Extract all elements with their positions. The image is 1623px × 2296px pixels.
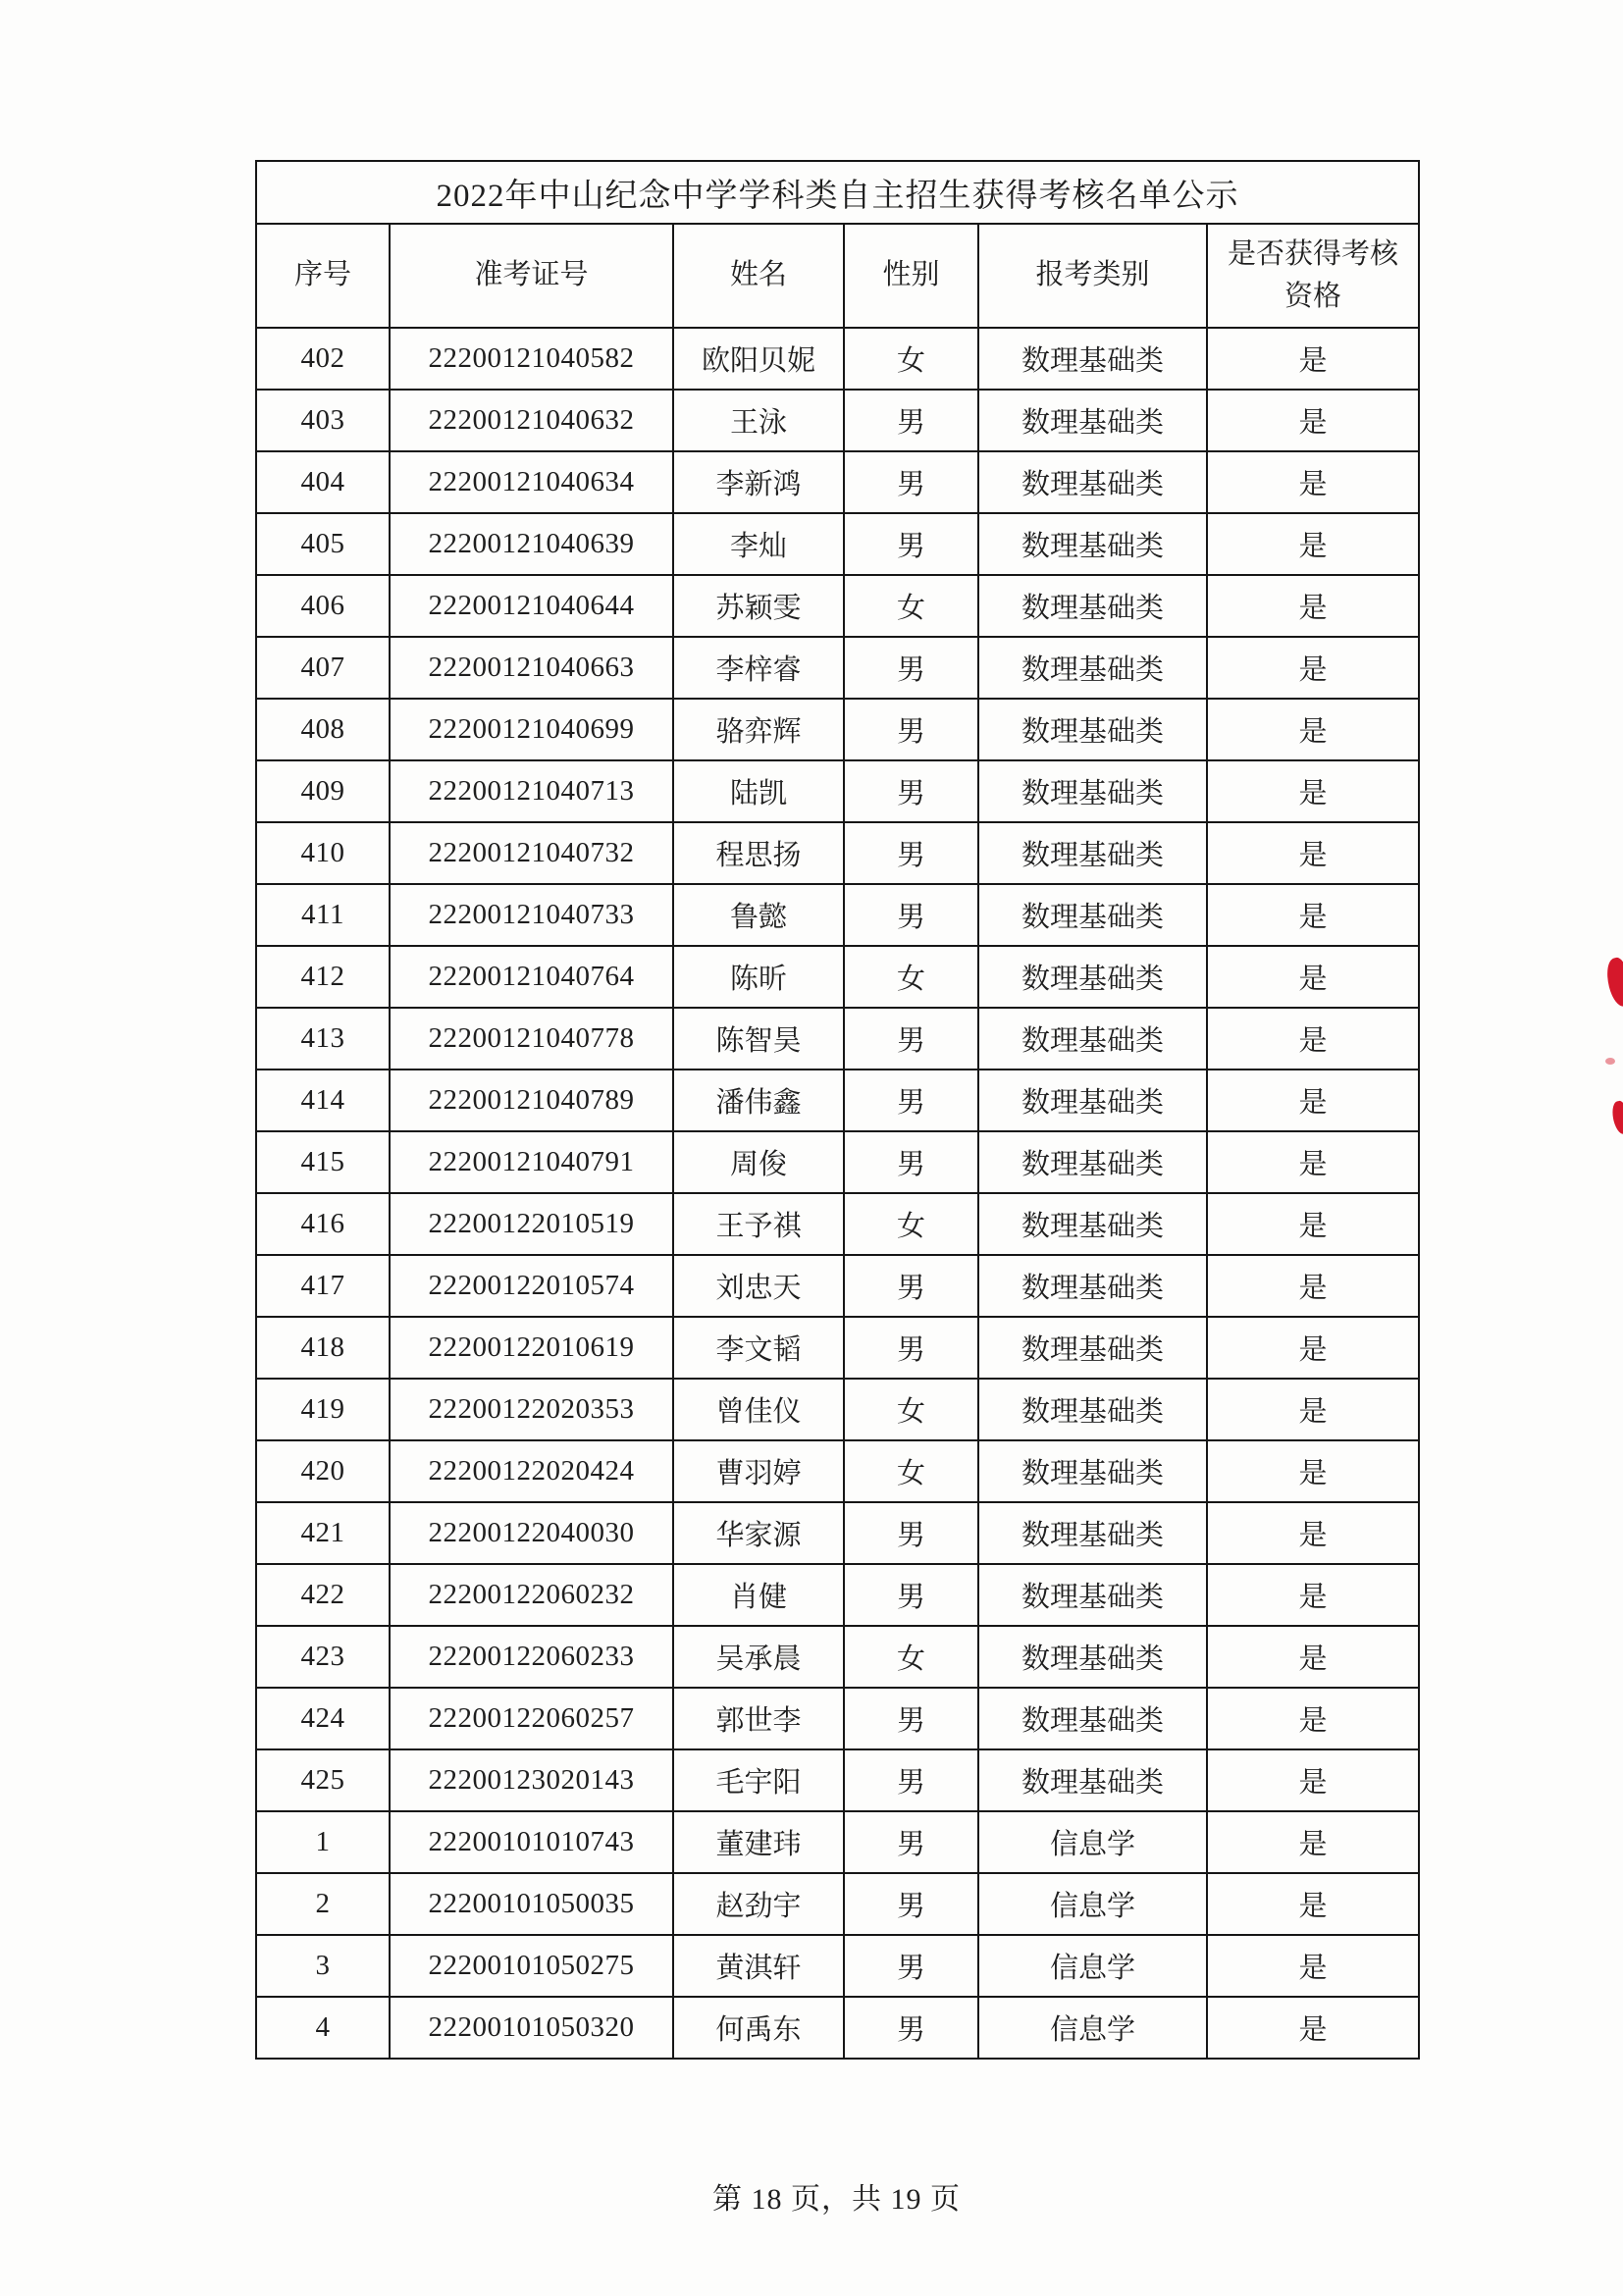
cell-category: 数理基础类 [978,637,1207,699]
cell-gender: 女 [844,1379,978,1440]
cell-serial: 422 [256,1564,390,1626]
cell-gender: 男 [844,1317,978,1379]
cell-exam-id: 22200122010619 [390,1317,673,1379]
cell-qualified: 是 [1207,575,1419,637]
cell-serial: 408 [256,699,390,760]
cell-serial: 415 [256,1131,390,1193]
cell-category: 数理基础类 [978,1008,1207,1070]
cell-gender: 女 [844,946,978,1008]
cell-qualified: 是 [1207,513,1419,575]
cell-category: 数理基础类 [978,884,1207,946]
cell-exam-id: 22200101050035 [390,1873,673,1935]
cell-qualified: 是 [1207,1811,1419,1873]
cell-category: 信息学 [978,1811,1207,1873]
cell-name: 潘伟鑫 [673,1070,844,1131]
cell-exam-id: 22200122040030 [390,1502,673,1564]
cell-qualified: 是 [1207,390,1419,451]
red-ink-mark-3 [1610,1100,1623,1135]
cell-name: 曾佳仪 [673,1379,844,1440]
cell-qualified: 是 [1207,1564,1419,1626]
cell-category: 数理基础类 [978,1502,1207,1564]
column-header-qualified: 是否获得考核资格 [1207,224,1419,328]
cell-serial: 403 [256,390,390,451]
cell-exam-id: 22200121040732 [390,822,673,884]
cell-exam-id: 22200123020143 [390,1749,673,1811]
cell-serial: 420 [256,1440,390,1502]
cell-category: 数理基础类 [978,760,1207,822]
cell-exam-id: 22200122010519 [390,1193,673,1255]
cell-exam-id: 22200121040632 [390,390,673,451]
cell-name: 程思扬 [673,822,844,884]
cell-name: 王泳 [673,390,844,451]
cell-category: 数理基础类 [978,1626,1207,1688]
cell-gender: 男 [844,884,978,946]
cell-name: 陈昕 [673,946,844,1008]
cell-serial: 4 [256,1997,390,2059]
cell-category: 信息学 [978,1997,1207,2059]
cell-category: 数理基础类 [978,328,1207,390]
cell-name: 李文韬 [673,1317,844,1379]
cell-name: 黄淇轩 [673,1935,844,1997]
cell-serial: 416 [256,1193,390,1255]
cell-serial: 409 [256,760,390,822]
cell-name: 骆弈辉 [673,699,844,760]
cell-category: 数理基础类 [978,1255,1207,1317]
table-row [256,1564,1419,1626]
table-row [256,1317,1419,1379]
cell-qualified: 是 [1207,1502,1419,1564]
table-header-row [256,224,1419,328]
cell-qualified: 是 [1207,1688,1419,1749]
table-row [256,1935,1419,1997]
table-body [256,328,1419,2059]
cell-name: 欧阳贝妮 [673,328,844,390]
column-header-serial: 序号 [256,224,390,328]
cell-exam-id: 22200122060232 [390,1564,673,1626]
table-title-row [256,161,1419,224]
cell-category: 信息学 [978,1873,1207,1935]
cell-name: 鲁懿 [673,884,844,946]
cell-gender: 男 [844,1749,978,1811]
cell-gender: 男 [844,513,978,575]
cell-qualified: 是 [1207,1131,1419,1193]
cell-exam-id: 22200122020424 [390,1440,673,1502]
cell-exam-id: 22200122060233 [390,1626,673,1688]
cell-name: 李灿 [673,513,844,575]
table-row [256,1749,1419,1811]
cell-qualified: 是 [1207,1379,1419,1440]
cell-gender: 男 [844,1502,978,1564]
cell-category: 数理基础类 [978,1070,1207,1131]
cell-qualified: 是 [1207,1008,1419,1070]
cell-exam-id: 22200121040789 [390,1070,673,1131]
cell-gender: 女 [844,575,978,637]
table-row [256,1379,1419,1440]
cell-serial: 405 [256,513,390,575]
cell-gender: 男 [844,822,978,884]
cell-gender: 男 [844,1997,978,2059]
cell-exam-id: 22200101010743 [390,1811,673,1873]
cell-gender: 男 [844,390,978,451]
cell-serial: 1 [256,1811,390,1873]
cell-category: 数理基础类 [978,513,1207,575]
table-row [256,884,1419,946]
cell-gender: 男 [844,1008,978,1070]
cell-gender: 男 [844,451,978,513]
cell-category: 数理基础类 [978,575,1207,637]
cell-serial: 404 [256,451,390,513]
cell-exam-id: 22200121040778 [390,1008,673,1070]
cell-serial: 425 [256,1749,390,1811]
cell-serial: 423 [256,1626,390,1688]
cell-serial: 417 [256,1255,390,1317]
cell-serial: 418 [256,1317,390,1379]
cell-qualified: 是 [1207,328,1419,390]
cell-serial: 413 [256,1008,390,1070]
cell-name: 肖健 [673,1564,844,1626]
table-row [256,699,1419,760]
cell-category: 数理基础类 [978,1440,1207,1502]
page-number: 第 18 页，共 19 页 [712,2183,961,2216]
cell-qualified: 是 [1207,1193,1419,1255]
cell-exam-id: 22200122020353 [390,1379,673,1440]
cell-qualified: 是 [1207,760,1419,822]
cell-serial: 407 [256,637,390,699]
table-row [256,1811,1419,1873]
cell-gender: 男 [844,1255,978,1317]
cell-name: 赵劲宇 [673,1873,844,1935]
cell-serial: 2 [256,1873,390,1935]
cell-qualified: 是 [1207,637,1419,699]
cell-gender: 女 [844,328,978,390]
cell-gender: 男 [844,1131,978,1193]
cell-name: 王予祺 [673,1193,844,1255]
table-row [256,946,1419,1008]
cell-qualified: 是 [1207,451,1419,513]
table-row [256,1131,1419,1193]
qualification-records-table [255,160,1420,2060]
table-row [256,1873,1419,1935]
table-row [256,451,1419,513]
cell-category: 数理基础类 [978,699,1207,760]
cell-qualified: 是 [1207,1997,1419,2059]
cell-qualified: 是 [1207,822,1419,884]
cell-name: 郭世李 [673,1688,844,1749]
cell-qualified: 是 [1207,1935,1419,1997]
cell-exam-id: 22200122010574 [390,1255,673,1317]
table-row [256,1688,1419,1749]
cell-qualified: 是 [1207,1317,1419,1379]
cell-name: 周俊 [673,1131,844,1193]
table-title: 2022年中山纪念中学学科类自主招生获得考核名单公示 [256,161,1419,224]
cell-category: 数理基础类 [978,822,1207,884]
table-row [256,637,1419,699]
cell-gender: 男 [844,760,978,822]
cell-qualified: 是 [1207,1255,1419,1317]
cell-name: 何禹东 [673,1997,844,2059]
cell-gender: 女 [844,1193,978,1255]
cell-gender: 男 [844,1935,978,1997]
cell-category: 信息学 [978,1935,1207,1997]
cell-category: 数理基础类 [978,1564,1207,1626]
cell-exam-id: 22200121040791 [390,1131,673,1193]
table-row [256,513,1419,575]
cell-category: 数理基础类 [978,390,1207,451]
cell-name: 刘忠天 [673,1255,844,1317]
cell-gender: 女 [844,1626,978,1688]
cell-serial: 421 [256,1502,390,1564]
cell-exam-id: 22200121040733 [390,884,673,946]
cell-exam-id: 22200101050320 [390,1997,673,2059]
cell-gender: 男 [844,1811,978,1873]
cell-exam-id: 22200121040639 [390,513,673,575]
cell-qualified: 是 [1207,1626,1419,1688]
table-row [256,1193,1419,1255]
cell-name: 李新鸿 [673,451,844,513]
table-row [256,575,1419,637]
table-row [256,390,1419,451]
red-ink-mark-2 [1605,1058,1615,1065]
table-row [256,760,1419,822]
cell-name: 毛宇阳 [673,1749,844,1811]
cell-qualified: 是 [1207,699,1419,760]
cell-qualified: 是 [1207,1749,1419,1811]
table-row [256,1440,1419,1502]
cell-category: 数理基础类 [978,1193,1207,1255]
cell-exam-id: 22200121040713 [390,760,673,822]
cell-exam-id: 22200121040663 [390,637,673,699]
cell-category: 数理基础类 [978,1131,1207,1193]
cell-name: 陈智昊 [673,1008,844,1070]
column-header-gender: 性别 [844,224,978,328]
cell-serial: 411 [256,884,390,946]
cell-gender: 男 [844,637,978,699]
cell-name: 李梓睿 [673,637,844,699]
cell-serial: 414 [256,1070,390,1131]
cell-name: 苏颖雯 [673,575,844,637]
table-row [256,1997,1419,2059]
cell-name: 吴承晨 [673,1626,844,1688]
cell-exam-id: 22200121040634 [390,451,673,513]
cell-qualified: 是 [1207,1873,1419,1935]
cell-category: 数理基础类 [978,1317,1207,1379]
cell-gender: 男 [844,699,978,760]
cell-qualified: 是 [1207,884,1419,946]
cell-serial: 424 [256,1688,390,1749]
cell-qualified: 是 [1207,1440,1419,1502]
cell-serial: 412 [256,946,390,1008]
cell-serial: 406 [256,575,390,637]
cell-name: 华家源 [673,1502,844,1564]
table-row [256,1070,1419,1131]
cell-qualified: 是 [1207,1070,1419,1131]
cell-category: 数理基础类 [978,1749,1207,1811]
cell-name: 曹羽婷 [673,1440,844,1502]
cell-serial: 419 [256,1379,390,1440]
cell-exam-id: 22200121040764 [390,946,673,1008]
cell-exam-id: 22200101050275 [390,1935,673,1997]
column-header-exam-id: 准考证号 [390,224,673,328]
table-row [256,1502,1419,1564]
table-row [256,1626,1419,1688]
column-header-category: 报考类别 [978,224,1207,328]
cell-gender: 男 [844,1688,978,1749]
cell-name: 董建玮 [673,1811,844,1873]
column-header-name: 姓名 [673,224,844,328]
cell-serial: 3 [256,1935,390,1997]
table-row [256,822,1419,884]
cell-serial: 410 [256,822,390,884]
cell-exam-id: 22200122060257 [390,1688,673,1749]
cell-exam-id: 22200121040644 [390,575,673,637]
cell-name: 陆凯 [673,760,844,822]
table-row [256,1255,1419,1317]
cell-qualified: 是 [1207,946,1419,1008]
table-row [256,1008,1419,1070]
cell-category: 数理基础类 [978,451,1207,513]
cell-serial: 402 [256,328,390,390]
table-row [256,328,1419,390]
cell-gender: 女 [844,1440,978,1502]
cell-gender: 男 [844,1070,978,1131]
cell-category: 数理基础类 [978,946,1207,1008]
red-ink-mark-1 [1602,956,1623,1009]
cell-gender: 男 [844,1873,978,1935]
cell-gender: 男 [844,1564,978,1626]
cell-category: 数理基础类 [978,1379,1207,1440]
cell-category: 数理基础类 [978,1688,1207,1749]
cell-exam-id: 22200121040699 [390,699,673,760]
cell-exam-id: 22200121040582 [390,328,673,390]
